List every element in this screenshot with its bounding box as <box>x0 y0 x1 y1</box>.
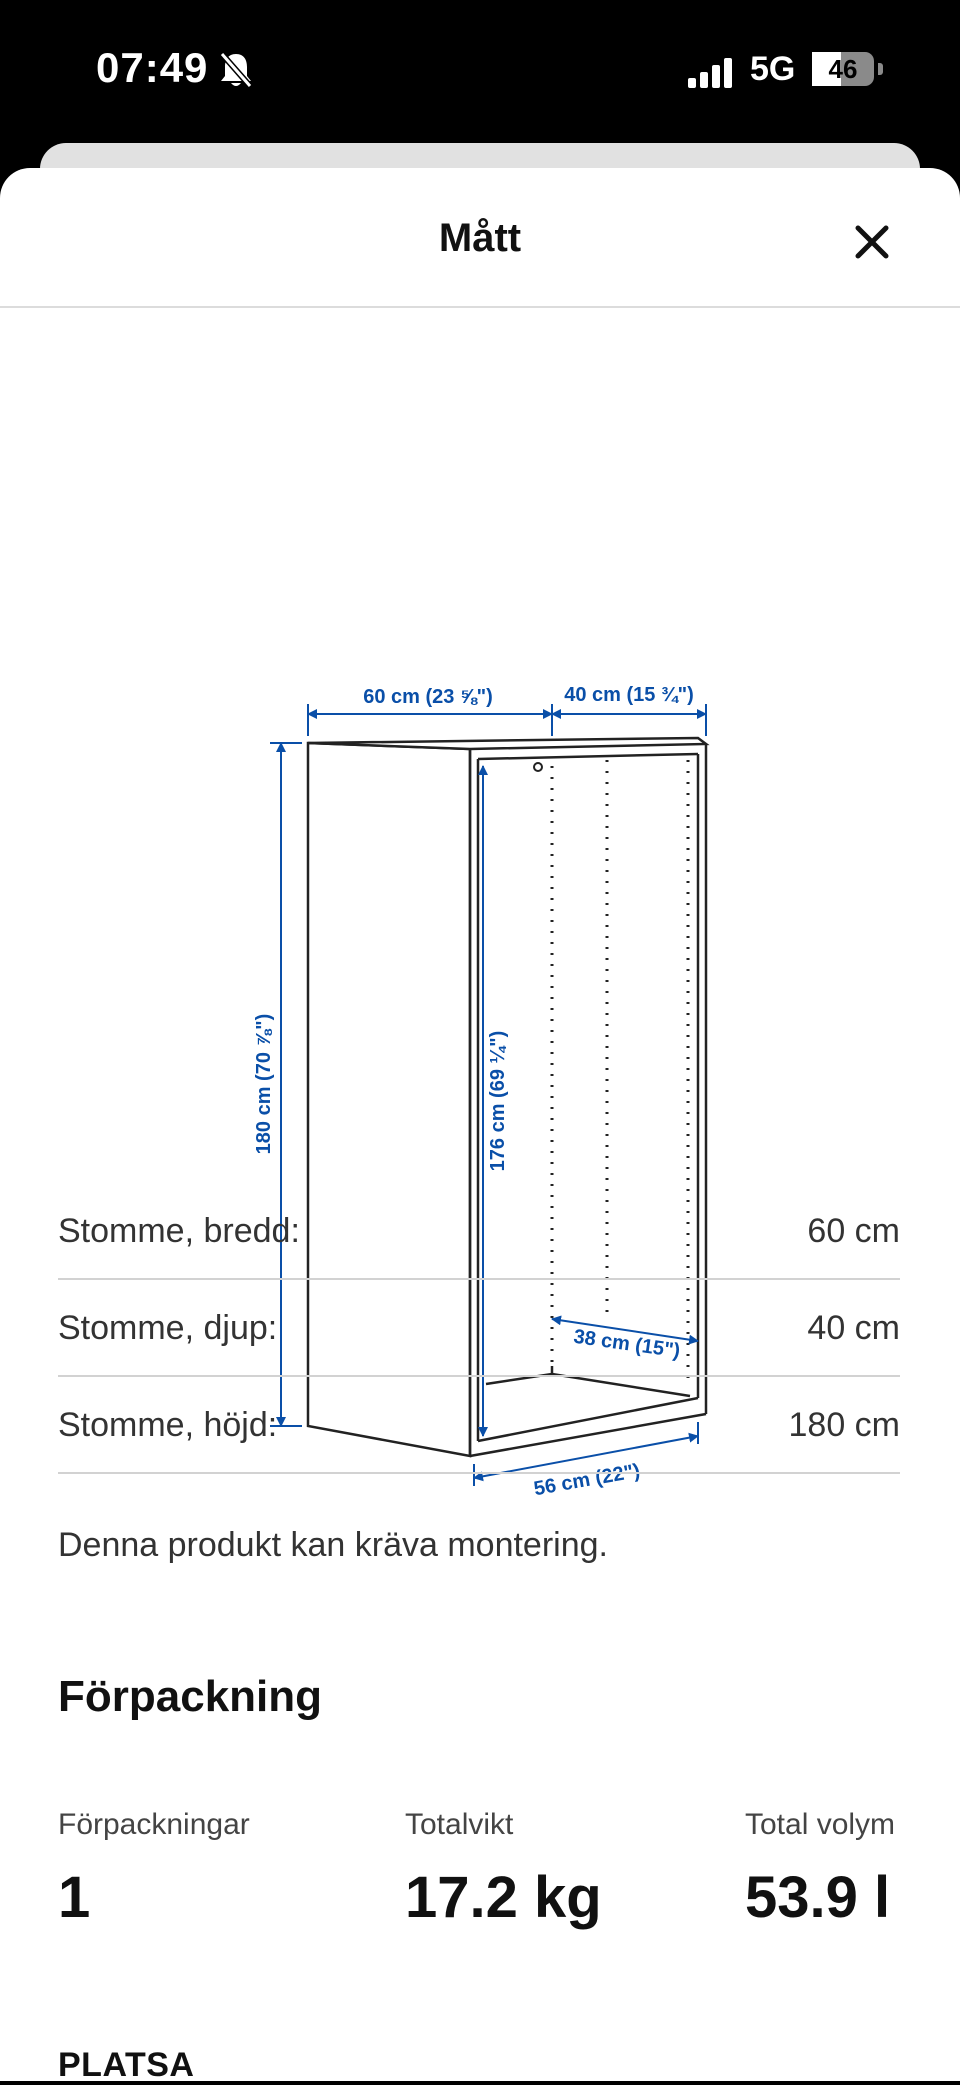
total-volume <box>745 1808 895 1931</box>
battery-percent: 46 <box>828 54 858 84</box>
spec-value: 60 cm <box>807 1212 900 1250</box>
inner-width-dimension-label: 56 cm (22") <box>532 1459 642 1501</box>
packages-label: Förpackningar <box>58 1808 250 1841</box>
signal-icon <box>688 58 736 88</box>
total-weight <box>405 1808 602 1931</box>
status-bar <box>0 0 960 140</box>
inner-depth-dimension-label: 38 cm (15") <box>572 1325 682 1363</box>
packages-count <box>58 1808 250 1931</box>
status-time: 07:49 <box>96 44 209 91</box>
total-weight-label: Totalvikt <box>405 1808 514 1841</box>
spec-label: Stomme, djup: <box>58 1309 278 1347</box>
packages-value: 1 <box>58 1865 91 1930</box>
total-volume-value: 53.9 l <box>745 1865 891 1930</box>
spec-label: Stomme, bredd: <box>58 1212 300 1250</box>
assembly-note: Denna produkt kan kräva montering. <box>58 1526 608 1564</box>
spec-row-width <box>58 1182 900 1280</box>
spec-label: Stomme, höjd: <box>58 1406 278 1444</box>
bell-slash-icon <box>218 50 254 90</box>
battery-icon <box>812 52 874 86</box>
spec-row-height <box>58 1376 900 1474</box>
inner-height-dimension-label: 176 cm (69 ¼") <box>487 1030 509 1172</box>
network-label: 5G <box>750 50 796 88</box>
dimensions-sheet <box>0 168 960 2084</box>
depth-dimension-label: 40 cm (15 ¾") <box>564 684 694 706</box>
width-dimension-label: 60 cm (23 ⅝") <box>363 686 493 708</box>
packaging-heading: Förpackning <box>58 1672 323 1721</box>
total-volume-label: Total volym <box>745 1808 896 1841</box>
spec-value: 180 cm <box>788 1406 900 1444</box>
spec-value: 40 cm <box>807 1309 900 1347</box>
total-weight-value: 17.2 kg <box>405 1865 602 1930</box>
sheet-title: Mått <box>438 216 522 260</box>
height-dimension-label: 180 cm (70 ⅞") <box>253 1013 275 1155</box>
product-name: PLATSA <box>58 2046 195 2084</box>
spec-row-depth <box>58 1279 900 1377</box>
